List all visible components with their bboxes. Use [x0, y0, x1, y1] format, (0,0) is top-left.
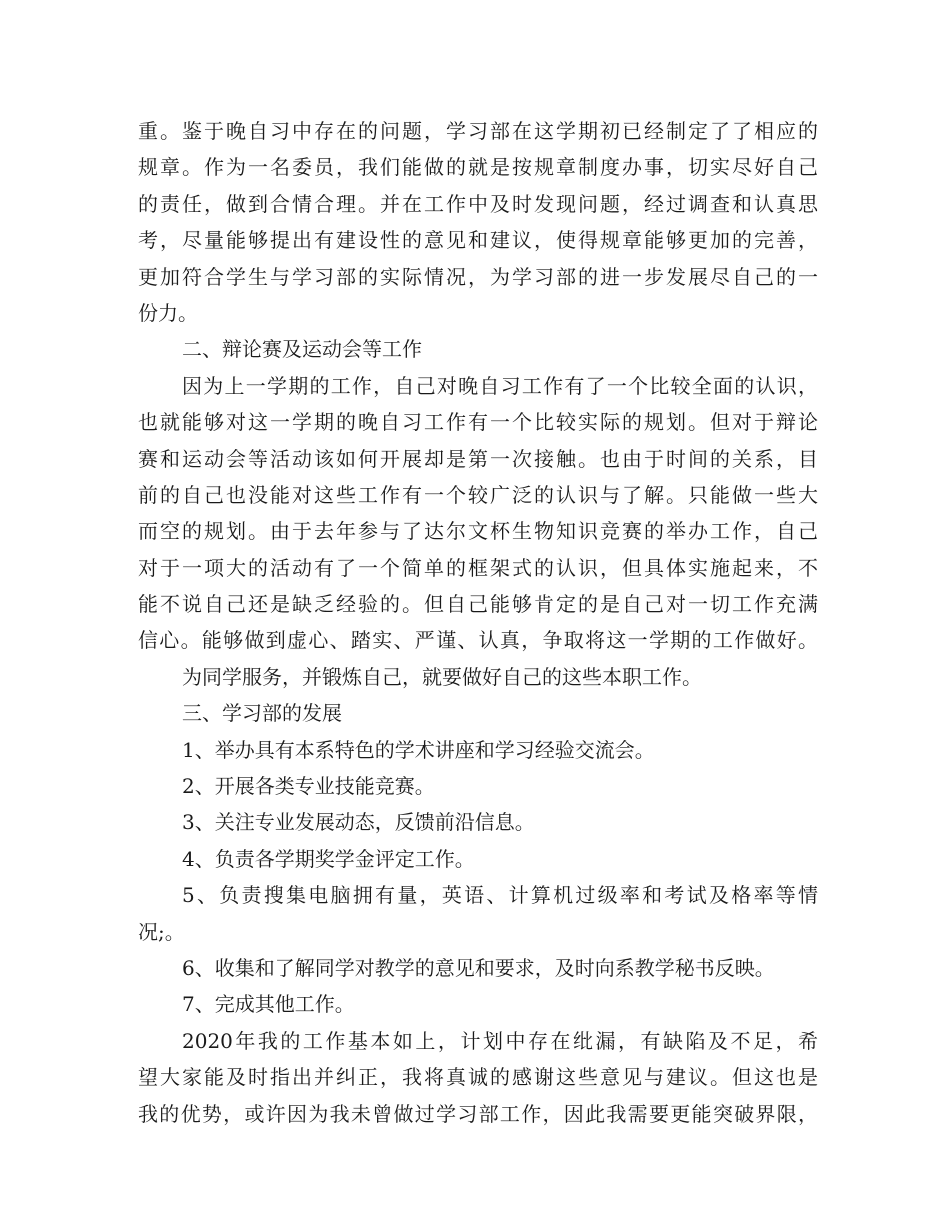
list-item-3: 3、关注专业发展动态，反馈前沿信息。 — [182, 810, 535, 835]
document-body — [138, 113, 818, 1132]
text-line-27: 望大家能及时指出并纠正，我将真诚的感谢这些意见与建议。但这也是 — [138, 1065, 818, 1090]
list-item-1: 1、举办具有本系特色的学术讲座和学习经验交流会。 — [182, 737, 655, 762]
text-line-3: 的责任，做到合情合理。并在工作中及时发现问题，经过调查和认真思 — [138, 191, 818, 216]
text-line-28: 我的优势，或许因为我未曾做过学习部工作，因此我需要更能突破界限， — [138, 1101, 818, 1126]
section-heading-2: 二、辩论赛及运动会等工作 — [182, 337, 422, 362]
text-line-1: 重。鉴于晚自习中存在的问题，学习部在这学期初已经制定了了相应的 — [138, 119, 818, 143]
list-item-5: 5、负责搜集电脑拥有量，英语、计算机过级率和考试及格率等情 — [182, 883, 818, 908]
text-line-11: 前的自己也没能对这些工作有一个较广泛的认识与了解。只能做一些大 — [138, 482, 818, 507]
list-item-2: 2、开展各类专业技能竞赛。 — [182, 774, 435, 799]
text-line-14: 能不说自己还是缺乏经验的。但自己能够肯定的是自己对一切工作充满 — [138, 592, 818, 617]
text-line-26: 2020年我的工作基本如上，计划中存在纰漏，有缺陷及不足，希 — [182, 1028, 818, 1053]
list-item-6: 6、收集和了解同学对教学的意见和要求，及时向系教学秘书反映。 — [182, 955, 775, 980]
text-line-10: 赛和运动会等活动该如何开展却是第一次接触。也由于时间的关系，目 — [138, 446, 818, 471]
text-line-12: 而空的规划。由于去年参与了达尔文杯生物知识竞赛的举办工作，自己 — [138, 519, 818, 544]
list-item-4: 4、负责各学期奖学金评定工作。 — [182, 846, 475, 871]
list-item-7: 7、完成其他工作。 — [182, 992, 355, 1017]
text-line-16: 为同学服务，并锻炼自己，就要做好自己的这些本职工作。 — [182, 664, 702, 689]
text-line-5: 更加符合学生与学习部的实际情况，为学习部的进一步发展尽自己的一 — [138, 264, 818, 289]
list-item-5-cont: 况;。 — [138, 919, 185, 944]
text-line-9: 也就能够对这一学期的晚自习工作有一个比较实际的规划。但对于辩论 — [138, 410, 818, 435]
text-line-2: 规章。作为一名委员，我们能做的就是按规章制度办事，切实尽好自己 — [138, 155, 818, 180]
text-line-4: 考，尽量能够提出有建设性的意见和建议，使得规章能够更加的完善， — [138, 228, 818, 253]
text-line-6: 份力。 — [138, 300, 198, 325]
section-heading-3: 三、学习部的发展 — [182, 701, 342, 726]
text-line-13: 对于一项大的活动有了一个简单的框架式的认识，但具体实施起来，不 — [138, 555, 818, 580]
text-line-8: 因为上一学期的工作，自己对晚自习工作有了一个比较全面的认识， — [182, 373, 818, 398]
text-line-15: 信心。能够做到虚心、踏实、严谨、认真，争取将这一学期的工作做好。 — [138, 628, 818, 653]
